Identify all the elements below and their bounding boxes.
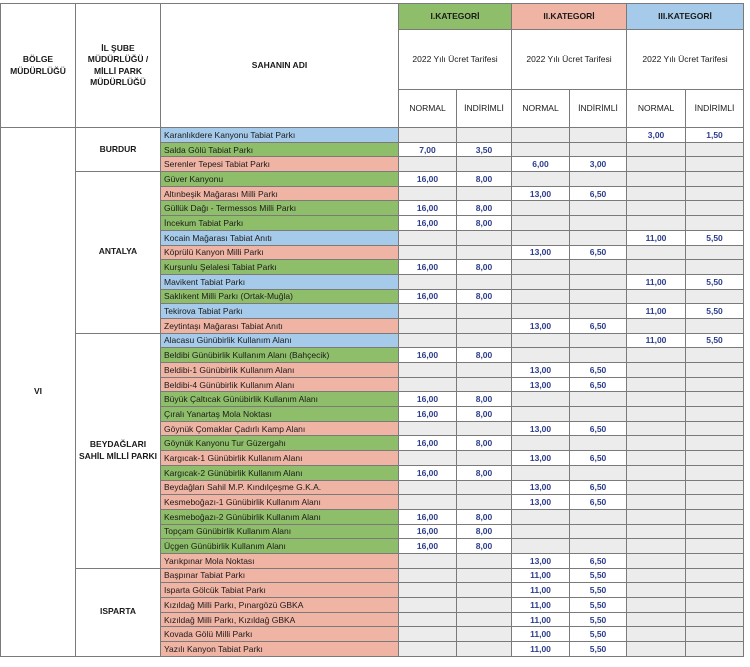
category-2-tariff-label: 2022 Yılı Ücret Tarifesi (512, 30, 627, 90)
normal-price: 13,00 (512, 363, 570, 378)
empty-cell (686, 157, 744, 172)
empty-cell (399, 245, 457, 260)
normal-price: 13,00 (512, 377, 570, 392)
empty-cell (570, 436, 627, 451)
normal-price: 11,00 (627, 274, 686, 289)
empty-cell (512, 201, 570, 216)
discount-price: 3,00 (570, 157, 627, 172)
area-name: Kocain Mağarası Tabiat Anıtı (161, 230, 399, 245)
empty-cell (457, 333, 512, 348)
empty-cell (686, 524, 744, 539)
discount-price: 5,50 (570, 612, 627, 627)
empty-cell (627, 509, 686, 524)
empty-cell (570, 524, 627, 539)
empty-cell (627, 318, 686, 333)
empty-cell (399, 627, 457, 642)
area-name: Güllük Dağı - Termessos Milli Parkı (161, 201, 399, 216)
empty-cell (457, 553, 512, 568)
discount-price: 8,00 (457, 260, 512, 275)
empty-cell (686, 642, 744, 657)
empty-cell (627, 627, 686, 642)
empty-cell (686, 363, 744, 378)
empty-cell (627, 172, 686, 187)
category-1-normal-header: NORMAL (399, 90, 457, 128)
empty-cell (512, 509, 570, 524)
discount-price: 5,50 (686, 230, 744, 245)
discount-price: 3,50 (457, 142, 512, 157)
empty-cell (686, 318, 744, 333)
area-name: Köprülü Kanyon Milli Parkı (161, 245, 399, 260)
discount-price: 8,00 (457, 407, 512, 422)
empty-cell (686, 627, 744, 642)
category-2-normal-header: NORMAL (512, 90, 570, 128)
empty-cell (627, 642, 686, 657)
empty-cell (399, 333, 457, 348)
category-1-discount-header: İNDİRİMLİ (457, 90, 512, 128)
empty-cell (399, 583, 457, 598)
table-row (1, 172, 744, 187)
discount-price: 5,50 (686, 333, 744, 348)
empty-cell (686, 172, 744, 187)
empty-cell (399, 157, 457, 172)
branch-cell: BURDUR (76, 128, 161, 172)
empty-cell (399, 274, 457, 289)
empty-cell (686, 348, 744, 363)
empty-cell (399, 451, 457, 466)
discount-price: 6,50 (570, 421, 627, 436)
empty-cell (512, 304, 570, 319)
empty-cell (512, 260, 570, 275)
area-name: Beydağları Sahil M.P. Kındılçeşme G.K.A. (161, 480, 399, 495)
empty-cell (627, 407, 686, 422)
empty-cell (512, 333, 570, 348)
normal-price: 11,00 (512, 568, 570, 583)
normal-price: 16,00 (399, 407, 457, 422)
table-row (1, 128, 744, 143)
empty-cell (399, 304, 457, 319)
empty-cell (686, 245, 744, 260)
empty-cell (512, 172, 570, 187)
discount-price: 8,00 (457, 392, 512, 407)
empty-cell (512, 289, 570, 304)
area-name: Altınbeşik Mağarası Milli Parkı (161, 186, 399, 201)
discount-price: 8,00 (457, 436, 512, 451)
empty-cell (457, 363, 512, 378)
empty-cell (457, 480, 512, 495)
empty-cell (457, 274, 512, 289)
empty-cell (686, 568, 744, 583)
empty-cell (399, 568, 457, 583)
empty-cell (627, 568, 686, 583)
empty-cell (399, 495, 457, 510)
empty-cell (457, 230, 512, 245)
empty-cell (686, 553, 744, 568)
discount-price: 5,50 (570, 627, 627, 642)
empty-cell (399, 421, 457, 436)
empty-cell (686, 407, 744, 422)
empty-cell (627, 436, 686, 451)
empty-cell (399, 612, 457, 627)
normal-price: 16,00 (399, 539, 457, 554)
area-name: Beldibi-4 Günübirlik Kullanım Alanı (161, 377, 399, 392)
area-name: Kurşunlu Şelalesi Tabiat Parkı (161, 260, 399, 275)
table-row (1, 568, 744, 583)
empty-cell (686, 392, 744, 407)
area-name: Kızıldağ Milli Parkı, Pınargözü GBKA (161, 598, 399, 613)
category-2-discount-header: İNDİRİMLİ (570, 90, 627, 128)
empty-cell (627, 245, 686, 260)
normal-price: 16,00 (399, 172, 457, 187)
area-name: Güver Kanyonu (161, 172, 399, 187)
empty-cell (570, 333, 627, 348)
empty-cell (457, 245, 512, 260)
normal-price: 16,00 (399, 524, 457, 539)
normal-price: 16,00 (399, 348, 457, 363)
empty-cell (686, 539, 744, 554)
empty-cell (627, 289, 686, 304)
empty-cell (399, 480, 457, 495)
area-name: Yazılı Kanyon Tabiat Parkı (161, 642, 399, 657)
branch-cell: ANTALYA (76, 172, 161, 334)
normal-price: 13,00 (512, 421, 570, 436)
empty-cell (457, 495, 512, 510)
area-name: Mavikent Tabiat Parkı (161, 274, 399, 289)
area-name: Kargıcak-1 Günübirlik Kullanım Alanı (161, 451, 399, 466)
region-column-header: BÖLGE MÜDÜRLÜĞÜ (1, 4, 76, 128)
empty-cell (570, 465, 627, 480)
discount-price: 6,50 (570, 553, 627, 568)
empty-cell (627, 392, 686, 407)
normal-price: 11,00 (512, 583, 570, 598)
empty-cell (457, 451, 512, 466)
category-1-header: I.KATEGORİ (399, 4, 512, 30)
empty-cell (686, 465, 744, 480)
empty-cell (457, 627, 512, 642)
empty-cell (627, 612, 686, 627)
discount-price: 6,50 (570, 480, 627, 495)
area-name: Çıralı Yanartaş Mola Noktası (161, 407, 399, 422)
area-name: Kızıldağ Milli Parkı, Kızıldağ GBKA (161, 612, 399, 627)
empty-cell (627, 216, 686, 231)
empty-cell (512, 142, 570, 157)
normal-price: 13,00 (512, 495, 570, 510)
normal-price: 16,00 (399, 465, 457, 480)
empty-cell (686, 421, 744, 436)
empty-cell (570, 230, 627, 245)
empty-cell (457, 583, 512, 598)
normal-price: 16,00 (399, 201, 457, 216)
area-name: Isparta Gölcük Tabiat Parkı (161, 583, 399, 598)
empty-cell (570, 172, 627, 187)
discount-price: 5,50 (570, 583, 627, 598)
empty-cell (512, 348, 570, 363)
empty-cell (457, 304, 512, 319)
area-name: Kesmeboğazı-1 Günübirlik Kullanım Alanı (161, 495, 399, 510)
area-name: Beldibi-1 Günübirlik Kullanım Alanı (161, 363, 399, 378)
category-3-normal-header: NORMAL (627, 90, 686, 128)
normal-price: 3,00 (627, 128, 686, 143)
empty-cell (512, 128, 570, 143)
empty-cell (686, 289, 744, 304)
normal-price: 16,00 (399, 509, 457, 524)
empty-cell (627, 142, 686, 157)
empty-cell (627, 157, 686, 172)
empty-cell (627, 495, 686, 510)
area-name: Serenler Tepesi Tabiat Parkı (161, 157, 399, 172)
empty-cell (686, 451, 744, 466)
empty-cell (627, 451, 686, 466)
empty-cell (686, 598, 744, 613)
category-3-discount-header: İNDİRİMLİ (686, 90, 744, 128)
discount-price: 6,50 (570, 495, 627, 510)
normal-price: 13,00 (512, 480, 570, 495)
area-name: Kesmeboğazı-2 Günübirlik Kullanım Alanı (161, 509, 399, 524)
area-name: Zeytintaşı Mağarası Tabiat Anıtı (161, 318, 399, 333)
empty-cell (570, 216, 627, 231)
category-3-tariff-label: 2022 Yılı Ücret Tarifesi (627, 30, 744, 90)
normal-price: 11,00 (627, 304, 686, 319)
empty-cell (627, 377, 686, 392)
empty-cell (570, 128, 627, 143)
area-name: Topçam Günübirlik Kullanım Alanı (161, 524, 399, 539)
tariff-table (0, 3, 744, 657)
normal-price: 13,00 (512, 318, 570, 333)
empty-cell (512, 274, 570, 289)
area-name: Kovada Gölü Milli Parkı (161, 627, 399, 642)
empty-cell (686, 186, 744, 201)
normal-price: 16,00 (399, 436, 457, 451)
area-name: Karanlıkdere Kanyonu Tabiat Parkı (161, 128, 399, 143)
area-name: Tekirova Tabiat Parkı (161, 304, 399, 319)
empty-cell (399, 186, 457, 201)
empty-cell (512, 436, 570, 451)
branch-column-header: İL ŞUBE MÜDÜRLÜĞÜ / MİLLİ PARK MÜDÜRLÜĞÜ (76, 4, 161, 128)
empty-cell (457, 612, 512, 627)
empty-cell (457, 421, 512, 436)
normal-price: 13,00 (512, 245, 570, 260)
area-name: Başpınar Tabiat Parkı (161, 568, 399, 583)
empty-cell (627, 539, 686, 554)
empty-cell (570, 304, 627, 319)
empty-cell (457, 318, 512, 333)
area-name: Göynük Kanyonu Tur Güzergahı (161, 436, 399, 451)
discount-price: 8,00 (457, 465, 512, 480)
empty-cell (570, 201, 627, 216)
normal-price: 16,00 (399, 216, 457, 231)
area-name: Göynük Çomaklar Çadırlı Kamp Alanı (161, 421, 399, 436)
normal-price: 7,00 (399, 142, 457, 157)
branch-cell: ISPARTA (76, 568, 161, 656)
empty-cell (627, 260, 686, 275)
area-name: Salda Gölü Tabiat Parkı (161, 142, 399, 157)
table-row (1, 333, 744, 348)
empty-cell (686, 436, 744, 451)
empty-cell (399, 642, 457, 657)
normal-price: 11,00 (627, 333, 686, 348)
discount-price: 8,00 (457, 216, 512, 231)
normal-price: 13,00 (512, 451, 570, 466)
normal-price: 11,00 (512, 612, 570, 627)
empty-cell (399, 598, 457, 613)
empty-cell (570, 509, 627, 524)
area-column-header: SAHANIN ADI (161, 4, 399, 128)
empty-cell (627, 524, 686, 539)
empty-cell (512, 216, 570, 231)
empty-cell (686, 495, 744, 510)
empty-cell (627, 348, 686, 363)
empty-cell (570, 539, 627, 554)
discount-price: 5,50 (570, 598, 627, 613)
discount-price: 5,50 (686, 274, 744, 289)
area-name: İncekum Tabiat Parkı (161, 216, 399, 231)
empty-cell (570, 407, 627, 422)
empty-cell (627, 363, 686, 378)
normal-price: 11,00 (512, 598, 570, 613)
empty-cell (512, 465, 570, 480)
empty-cell (686, 480, 744, 495)
normal-price: 6,00 (512, 157, 570, 172)
empty-cell (399, 230, 457, 245)
empty-cell (627, 583, 686, 598)
discount-price: 8,00 (457, 539, 512, 554)
empty-cell (399, 553, 457, 568)
discount-price: 6,50 (570, 377, 627, 392)
area-name: Üçgen Günübirlik Kullanım Alanı (161, 539, 399, 554)
empty-cell (512, 407, 570, 422)
empty-cell (570, 260, 627, 275)
discount-price: 5,50 (570, 642, 627, 657)
empty-cell (686, 583, 744, 598)
discount-price: 5,50 (570, 568, 627, 583)
discount-price: 8,00 (457, 289, 512, 304)
empty-cell (627, 553, 686, 568)
area-name: Kargıcak-2 Günübirlik Kullanım Alanı (161, 465, 399, 480)
empty-cell (399, 377, 457, 392)
discount-price: 6,50 (570, 451, 627, 466)
empty-cell (570, 392, 627, 407)
area-name: Alacasu Günübirlik Kullanım Alanı (161, 333, 399, 348)
empty-cell (686, 377, 744, 392)
empty-cell (570, 289, 627, 304)
empty-cell (399, 318, 457, 333)
empty-cell (686, 509, 744, 524)
discount-price: 8,00 (457, 509, 512, 524)
normal-price: 16,00 (399, 260, 457, 275)
discount-price: 6,50 (570, 318, 627, 333)
empty-cell (512, 230, 570, 245)
normal-price: 13,00 (512, 553, 570, 568)
discount-price: 5,50 (686, 304, 744, 319)
empty-cell (627, 421, 686, 436)
empty-cell (457, 598, 512, 613)
empty-cell (457, 377, 512, 392)
branch-cell: BEYDAĞLARI SAHİL MİLLİ PARKI (76, 333, 161, 568)
empty-cell (512, 539, 570, 554)
category-3-header: III.KATEGORİ (627, 4, 744, 30)
empty-cell (627, 186, 686, 201)
category-1-tariff-label: 2022 Yılı Ücret Tarifesi (399, 30, 512, 90)
empty-cell (457, 642, 512, 657)
area-name: Yarıkpınar Mola Noktası (161, 553, 399, 568)
normal-price: 11,00 (627, 230, 686, 245)
region-cell: VI (1, 128, 76, 657)
normal-price: 11,00 (512, 642, 570, 657)
empty-cell (686, 142, 744, 157)
normal-price: 16,00 (399, 289, 457, 304)
discount-price: 8,00 (457, 524, 512, 539)
empty-cell (457, 157, 512, 172)
empty-cell (457, 186, 512, 201)
discount-price: 6,50 (570, 245, 627, 260)
area-name: Saklıkent Milli Parkı (Ortak-Muğla) (161, 289, 399, 304)
discount-price: 8,00 (457, 348, 512, 363)
empty-cell (399, 128, 457, 143)
empty-cell (627, 465, 686, 480)
empty-cell (457, 568, 512, 583)
normal-price: 13,00 (512, 186, 570, 201)
area-name: Büyük Çaltıcak Günübirlik Kullanım Alanı (161, 392, 399, 407)
discount-price: 8,00 (457, 172, 512, 187)
empty-cell (686, 201, 744, 216)
area-name: Beldibi Günübirlik Kullanım Alanı (Bahçecik) (161, 348, 399, 363)
empty-cell (627, 480, 686, 495)
category-2-header: II.KATEGORİ (512, 4, 627, 30)
discount-price: 1,50 (686, 128, 744, 143)
empty-cell (570, 142, 627, 157)
empty-cell (399, 363, 457, 378)
empty-cell (457, 128, 512, 143)
empty-cell (686, 260, 744, 275)
discount-price: 8,00 (457, 201, 512, 216)
discount-price: 6,50 (570, 363, 627, 378)
empty-cell (686, 216, 744, 231)
empty-cell (570, 348, 627, 363)
normal-price: 16,00 (399, 392, 457, 407)
empty-cell (512, 524, 570, 539)
empty-cell (512, 392, 570, 407)
empty-cell (686, 612, 744, 627)
empty-cell (627, 201, 686, 216)
discount-price: 6,50 (570, 186, 627, 201)
empty-cell (570, 274, 627, 289)
empty-cell (627, 598, 686, 613)
normal-price: 11,00 (512, 627, 570, 642)
